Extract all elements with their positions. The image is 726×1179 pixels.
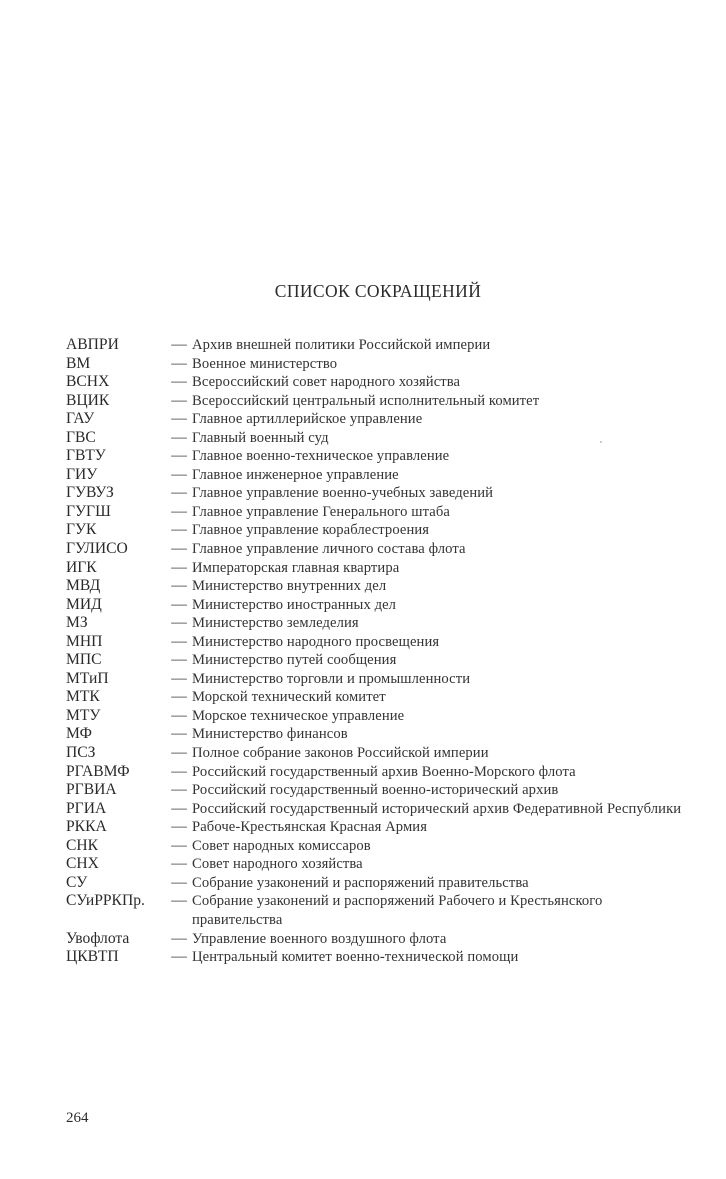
abbreviation-description: Собрание узаконений и распоряжений правительства	[192, 874, 529, 891]
abbreviation-row	[66, 577, 696, 596]
abbreviation-dash: —	[171, 836, 187, 854]
abbreviation-row	[66, 837, 696, 856]
abbreviation-description: Главный военный суд	[192, 429, 329, 446]
abbreviation-dash: —	[171, 818, 187, 836]
abbreviation-row	[66, 948, 696, 967]
page-number: 264	[66, 1110, 89, 1126]
abbreviation-term: РККА	[66, 818, 107, 836]
abbreviation-description: Совет народных комиссаров	[192, 837, 371, 854]
abbreviation-dash: —	[171, 447, 187, 465]
abbreviation-description: Российский государственный архив Военно-Морского флота	[192, 763, 576, 780]
abbreviation-description: Императорская главная квартира	[192, 559, 400, 576]
abbreviation-description: Российский государственный военно-исторический архив	[192, 782, 559, 799]
abbreviation-row	[66, 707, 696, 726]
abbreviation-term: Увофлота	[66, 929, 130, 947]
abbreviation-dash: —	[171, 502, 187, 520]
abbreviation-term: СНХ	[66, 855, 99, 873]
abbreviation-description: Архив внешней политики Российской империи	[192, 337, 491, 353]
abbreviation-list	[66, 336, 696, 967]
abbreviation-dash: —	[171, 558, 187, 576]
abbreviation-dash: —	[171, 540, 187, 558]
abbreviation-dash: —	[171, 632, 187, 650]
abbreviation-term: ГИУ	[66, 465, 98, 483]
abbreviation-dash: —	[171, 410, 187, 428]
abbreviation-row	[66, 892, 696, 929]
abbreviation-row	[66, 614, 696, 633]
abbreviation-dash: —	[171, 706, 187, 724]
abbreviation-term: МТУ	[66, 706, 101, 724]
abbreviation-term: ПСЗ	[66, 744, 96, 762]
abbreviation-description: Центральный комитет военно-технической помощи	[192, 949, 519, 966]
abbreviation-row	[66, 855, 696, 874]
abbreviation-description: Министерство народного просвещения	[192, 633, 440, 650]
abbreviation-description: Главное управление кораблестроения	[192, 522, 430, 539]
abbreviation-dash: —	[171, 336, 187, 353]
abbreviation-dash: —	[171, 725, 187, 743]
abbreviation-row	[66, 540, 696, 559]
abbreviation-dash: —	[171, 873, 187, 891]
abbreviation-term: МВД	[66, 577, 101, 595]
abbreviation-row	[66, 484, 696, 503]
abbreviation-dash: —	[171, 799, 187, 817]
abbreviation-term: МФ	[66, 725, 92, 743]
abbreviation-description: Министерство земледелия	[192, 615, 359, 632]
abbreviation-description: Всероссийский центральный исполнительный комитет	[192, 392, 540, 409]
abbreviation-description: Главное военно-техническое управление	[192, 448, 450, 465]
abbreviation-row	[66, 930, 696, 949]
abbreviation-row	[66, 373, 696, 392]
abbreviation-term: ГУЛИСО	[66, 540, 128, 558]
abbreviation-row	[66, 521, 696, 540]
abbreviation-row	[66, 559, 696, 578]
abbreviation-dash: —	[171, 595, 187, 613]
abbreviation-term: ГВТУ	[66, 447, 106, 465]
abbreviation-row	[66, 466, 696, 485]
abbreviation-description: Министерство торговли и промышленности	[192, 670, 471, 687]
abbreviation-description: Министерство путей сообщения	[192, 652, 397, 669]
abbreviation-term: ГУВУЗ	[66, 484, 114, 502]
abbreviation-row	[66, 633, 696, 652]
abbreviation-row	[66, 725, 696, 744]
abbreviation-description: Главное управление личного состава флота	[192, 541, 466, 558]
abbreviation-description: Морское техническое управление	[192, 707, 405, 724]
abbreviation-description: Министерство финансов	[192, 726, 348, 743]
abbreviation-description: Главное инженерное управление	[192, 466, 399, 483]
abbreviation-row	[66, 355, 696, 374]
abbreviation-term: ВМ	[66, 354, 91, 372]
abbreviation-row	[66, 670, 696, 689]
abbreviation-dash: —	[171, 614, 187, 632]
abbreviation-description: Управление военного воздушного флота	[192, 930, 447, 947]
abbreviation-term: ВСНХ	[66, 373, 110, 391]
abbreviation-description: Главное управление Генерального штаба	[192, 503, 450, 520]
abbreviation-term: СНК	[66, 836, 99, 854]
abbreviation-dash: —	[171, 669, 187, 687]
abbreviation-row	[66, 781, 696, 800]
abbreviation-term: ГУГШ	[66, 502, 111, 520]
scan-speck	[600, 441, 602, 443]
abbreviation-row	[66, 688, 696, 707]
abbreviation-term: ВЦИК	[66, 391, 110, 409]
abbreviation-term: МИД	[66, 595, 102, 613]
abbreviation-dash: —	[171, 391, 187, 409]
abbreviation-dash: —	[171, 465, 187, 483]
abbreviation-description: Совет народного хозяйства	[192, 856, 363, 873]
abbreviation-description: Рабоче-Крестьянская Красная Армия	[192, 819, 428, 836]
abbreviation-term: СУ	[66, 873, 88, 891]
abbreviation-term: ИГК	[66, 558, 97, 576]
abbreviation-description: Собрание узаконений и распоряжений Рабочего и Крестьянского правительства	[192, 893, 603, 928]
abbreviation-row	[66, 763, 696, 782]
abbreviation-description: Морской технический комитет	[192, 689, 386, 706]
abbreviation-row	[66, 800, 696, 819]
abbreviation-term: МПС	[66, 651, 102, 669]
abbreviation-term: АВПРИ	[66, 336, 119, 353]
abbreviation-term: РГВИА	[66, 781, 117, 799]
abbreviation-dash: —	[171, 929, 187, 947]
abbreviation-term: СУиРРКПр.	[66, 892, 145, 910]
abbreviation-dash: —	[171, 781, 187, 799]
page-title: СПИСОК СОКРАЩЕНИЙ	[274, 281, 482, 301]
abbreviation-dash: —	[171, 521, 187, 539]
abbreviation-description: Главное управление военно-учебных заведений	[192, 485, 494, 502]
abbreviation-term: РГАВМФ	[66, 762, 130, 780]
abbreviation-term: МТК	[66, 688, 100, 706]
abbreviation-term: МЗ	[66, 614, 88, 632]
abbreviation-term: МНП	[66, 632, 103, 650]
abbreviation-dash: —	[171, 354, 187, 372]
abbreviation-description: Полное собрание законов Российской империи	[192, 745, 489, 762]
abbreviation-row	[66, 336, 696, 355]
abbreviation-row	[66, 874, 696, 893]
abbreviation-row	[66, 429, 696, 448]
abbreviation-dash: —	[171, 373, 187, 391]
abbreviation-description: Военное министерство	[192, 355, 338, 372]
abbreviation-dash: —	[171, 577, 187, 595]
abbreviation-dash: —	[171, 651, 187, 669]
abbreviation-row	[66, 410, 696, 429]
abbreviation-term: ГУК	[66, 521, 97, 539]
abbreviation-dash: —	[171, 744, 187, 762]
abbreviation-term: ГАУ	[66, 410, 95, 428]
abbreviation-dash: —	[171, 948, 187, 966]
abbreviation-term: МТиП	[66, 669, 109, 687]
abbreviation-dash: —	[171, 484, 187, 502]
abbreviation-row	[66, 744, 696, 763]
abbreviation-description: Министерство иностранных дел	[192, 596, 397, 613]
abbreviation-row	[66, 596, 696, 615]
abbreviation-description: Министерство внутренних дел	[192, 578, 387, 595]
abbreviation-dash: —	[171, 892, 187, 910]
abbreviation-dash: —	[171, 428, 187, 446]
abbreviation-description: Главное артиллерийское управление	[192, 411, 423, 428]
abbreviation-term: ГВС	[66, 428, 96, 446]
abbreviation-row	[66, 392, 696, 411]
abbreviation-description: Всероссийский совет народного хозяйства	[192, 374, 461, 391]
abbreviation-row	[66, 651, 696, 670]
abbreviation-dash: —	[171, 855, 187, 873]
abbreviation-dash: —	[171, 762, 187, 780]
abbreviation-description: Российский государственный исторический архив Федеративной Республики	[192, 800, 682, 817]
abbreviation-row	[66, 447, 696, 466]
abbreviation-row	[66, 503, 696, 522]
abbreviation-term: РГИА	[66, 799, 107, 817]
abbreviation-dash: —	[171, 688, 187, 706]
abbreviation-row	[66, 818, 696, 837]
abbreviation-term: ЦКВТП	[66, 948, 119, 966]
